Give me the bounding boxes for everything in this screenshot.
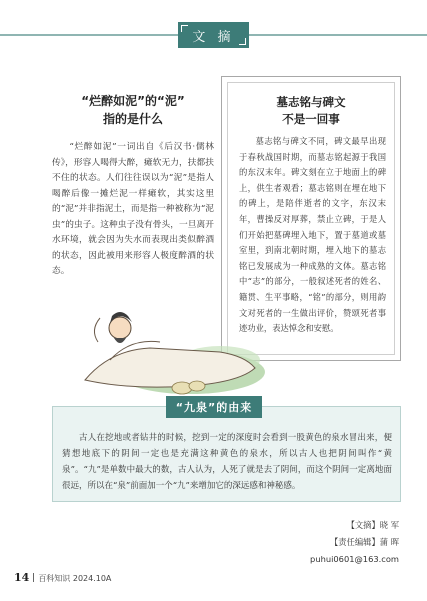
wine-jar — [172, 382, 192, 394]
credit-responsible-editor: 【责任编辑】蒲 晖 — [329, 537, 399, 547]
bottom-article-body: 古人在挖地或者钻井的时候，挖到一定的深度时会看到一股黄色的泉水冒出来，便猜想地底下的阴间一定也是充满这种黄色的泉水，所以古人也把阴间叫作“黄泉”。“九”是单数中最大的数，古人认为，人死了就是去了阴间，而这个阴间一定离地面很远，所以在“泉”前面加一个“九”来增加它的深远感和神秘感。 — [62, 433, 392, 491]
right-title-line1: 墓志铭与碑文 — [276, 95, 346, 109]
journal-name: 百科知识 2024.10A — [38, 574, 112, 583]
section-header — [0, 22, 427, 48]
wine-cup — [189, 381, 205, 391]
credit-editor: 【文摘】晓 军 — [346, 520, 399, 530]
left-article-title — [52, 92, 214, 128]
credits — [310, 517, 399, 568]
left-title-line2: 指的是什么 — [102, 112, 163, 126]
page-footer — [14, 571, 111, 584]
beard — [114, 338, 126, 343]
right-title-line2: 不是一回事 — [282, 112, 340, 126]
left-title-line1: “烂醉如泥”的“泥” — [81, 94, 185, 108]
left-article — [52, 92, 214, 280]
tag-corner — [181, 25, 188, 32]
section-tag-label: 文 摘 — [192, 29, 235, 45]
section-tag — [178, 22, 249, 48]
bottom-article-title: “九泉”的由来 — [166, 396, 262, 418]
right-article-title — [232, 94, 390, 128]
arm — [94, 318, 100, 342]
header-rule-left — [0, 34, 178, 36]
credit-email: puhui0601@163.com — [310, 554, 399, 564]
tag-corner — [239, 38, 246, 45]
left-article-body: “烂醉如泥”一词出自《后汉书·儒林传》，形容人喝得大醉，瘫软无力，扶都扶不住的状态。人们往往误以为“泥”是指人喝醉后像一摊烂泥一样瘫软，其实这里的“泥”并非指泥土，而是指一种被称为“泥虫”的虫子。这种虫子没有骨头，一旦离开水环境，就会因为失水而表现出类似醉酒的状态，因此被用来形容人极度醉酒的状态。 — [52, 142, 214, 276]
drunk-scholar-illustration — [70, 290, 270, 400]
footer-divider — [33, 573, 34, 582]
right-article-body: 墓志铭与碑文不同，碑文最早出现于春秋战国时期，而墓志铭起源于我国的东汉末年。碑文刻在立于地面上的碑上，供生者观看；墓志铭则在埋在地下的碑上，是陪伴逝者的文字，东汉末年，曹操反对厚葬，禁止立碑，于是人们开始把墓碑埋入地下，置于墓道或墓室里，到南北朝时期，埋入地下的墓志铭已发展成为一种成熟的文体。墓志铭中“志”的部分，一般叙述死者的姓名、籍贯、生平事略，“铭”的部分，则用韵文对死者的一生做出评价，赞颂死者事迹功业，表达悼念和安慰。 — [239, 136, 386, 334]
header-rule-right — [249, 34, 427, 36]
page-number: 14 — [14, 571, 30, 584]
